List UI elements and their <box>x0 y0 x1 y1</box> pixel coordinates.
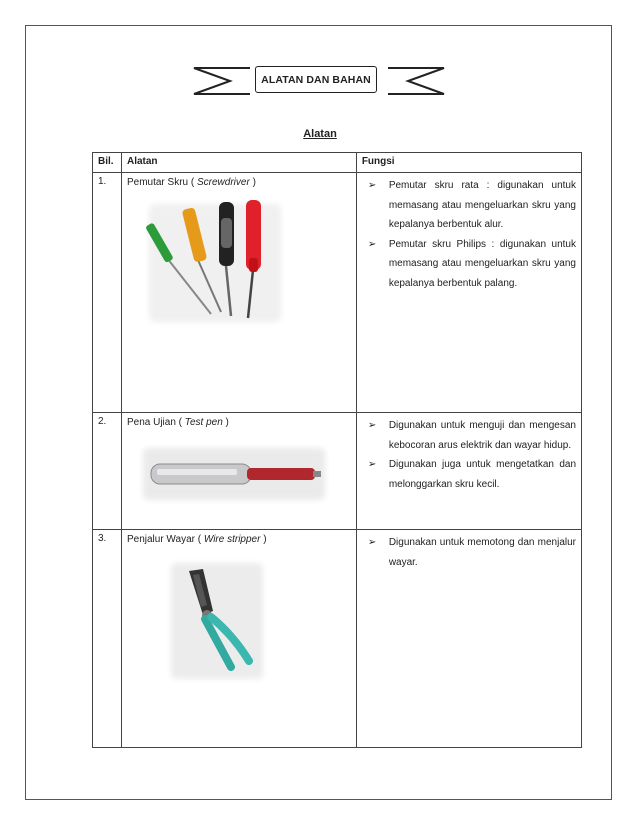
tool-cell <box>121 413 356 530</box>
row-number: 3. <box>93 530 122 748</box>
row-number: 2. <box>93 413 122 530</box>
function-item: ➢ Digunakan untuk memotong dan menjalur wayar. <box>362 533 576 572</box>
row-number: 1. <box>93 173 122 413</box>
function-item: ➢ Digunakan untuk menguji dan mengesan kebocoran arus elektrik dan wayar hidup. <box>362 416 576 455</box>
table-header-row <box>93 153 582 173</box>
header-alatan: Alatan <box>121 153 356 173</box>
function-item: ➢ Pemutar skru rata : digunakan untuk memasang atau mengeluarkan skru yang kepalanya berbentuk alur. <box>362 176 576 235</box>
screwdrivers-image <box>145 200 351 329</box>
table-row <box>93 173 582 413</box>
tools-table <box>92 152 582 748</box>
tool-name: Pemutar Skru ( Screwdriver ) <box>126 177 256 188</box>
table-row <box>93 530 582 748</box>
banner-title: ALATAN DAN BAHAN <box>255 66 377 93</box>
test-pen-image <box>139 444 351 507</box>
wire-stripper-image <box>167 559 351 686</box>
section-title: Alatan <box>303 128 337 140</box>
table-row <box>93 413 582 530</box>
header-fungsi: Fungsi <box>356 153 581 173</box>
function-cell <box>356 413 581 530</box>
tool-cell <box>121 530 356 748</box>
function-cell <box>356 173 581 413</box>
function-item: ➢ Digunakan juga untuk mengetatkan dan melonggarkan skru kecil. <box>362 455 576 494</box>
function-item: ➢ Pemutar skru Philips : digunakan untuk memasang atau mengeluarkan skru yang kepalanya berbentuk palang. <box>362 235 576 294</box>
section-title-wrap <box>0 124 638 142</box>
tool-name: Pena Ujian ( Test pen ) <box>126 417 229 428</box>
tool-name: Penjalur Wayar ( Wire stripper ) <box>126 534 267 545</box>
function-cell <box>356 530 581 748</box>
header-bil: Bil. <box>93 153 122 173</box>
title-banner <box>192 60 446 100</box>
tool-cell <box>121 173 356 413</box>
